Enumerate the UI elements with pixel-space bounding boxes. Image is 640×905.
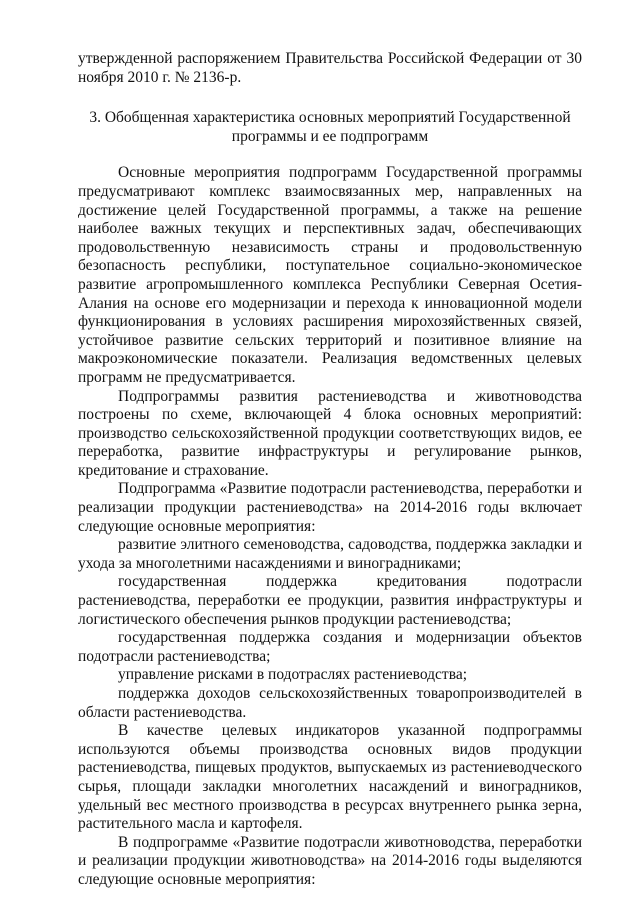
list-item: государственная поддержка кредитования подотрасли растениеводства, переработки ее продукции, развития инфраструктуры и логистического обеспечения рынков продукции растениеводства; [78, 573, 582, 628]
page-content [78, 50, 582, 890]
list-item: государственная поддержка создания и модернизации объектов подотрасли растениеводства; [78, 629, 582, 665]
section-heading: 3. Обобщенная характеристика основных мероприятий Государственной программы и ее подпрограмм [89, 109, 571, 145]
list-item: поддержка доходов сельскохозяйственных товаропроизводителей в области растениеводства. [78, 685, 582, 721]
list-item: управление рисками в подотраслях растениеводства; [118, 666, 467, 684]
intro-text: утвержденной распоряжением Правительства Российской Федерации от 30 ноября 2010 г. № 2136-р. [78, 50, 582, 86]
paragraph: Подпрограмма «Развитие подотрасли растениеводства, переработки и реализации продукции растениеводства» на 2014-2016 годы включает следующие основные мероприятия: [78, 480, 582, 535]
paragraph: Основные мероприятия подпрограмм Государственной программы предусматривают комплекс взаимосвязанных мер, направленных на достижение целей Государственной программы, а также на решение наиболее важных текущих и перспективных задач, обеспечивающих продовольственную независимость страны и продовольственную безопасность республики, поступательное социально-экономическое развитие агропромышленного комплекса Республики Северная Осетия-Алания на основе его модернизации и перехода к инновационной модели функционирования в условиях расширения мирохозяйственных связей, устойчивое развитие сельских территорий и позитивное влияние на макроэкономические показатели. Реализация ведомственных целевых программ не предусматривается. [78, 164, 582, 386]
paragraph: Подпрограммы развития растениеводства и животноводства построены по схеме, включающей 4 блока основных мероприятий: производство сельскохозяйственной продукции соответствующих видов, ее переработка, развитие инфраструктуры и регулирование рынков, кредитование и страхование. [78, 387, 582, 479]
paragraph: В подпрограмме «Развитие подотрасли животноводства, переработки и реализации продукции животноводства» на 2014-2016 годы выделяются следующие основные мероприятия: [78, 833, 582, 888]
list-item: развитие элитного семеноводства, садоводства, поддержка закладки и ухода за многолетними насаждениями и виноградниками; [78, 536, 582, 572]
paragraph: В качестве целевых индикаторов указанной подпрограммы используются объемы производства основных видов продукции растениеводства, пищевых продуктов, выпускаемых из растениеводческого сырья, площади закладки многолетних насаждений и виноградников, удельный вес местного производства в ресурсах внутреннего рынка зерна, растительного масла и картофеля. [78, 722, 582, 833]
